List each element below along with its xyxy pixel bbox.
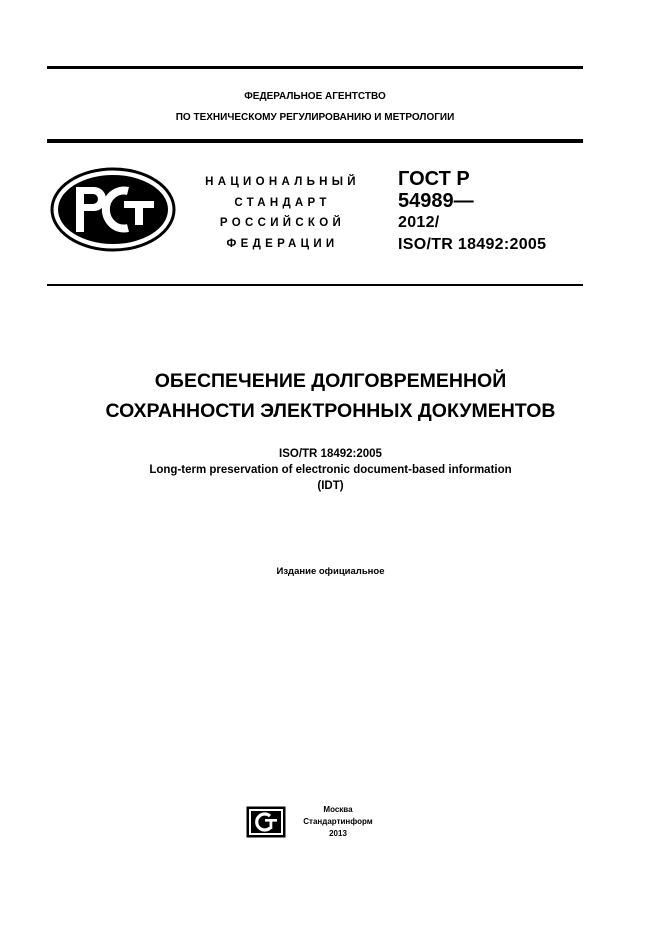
publisher-name: Стандартинформ — [303, 817, 373, 826]
international-standard-info — [30, 446, 631, 494]
designation-line-3: 2012/ — [398, 214, 440, 231]
agency-line-1: ФЕДЕРАЛЬНОЕ АГЕНТСТВО — [244, 91, 386, 102]
standard-designation — [398, 168, 546, 256]
agency-bottom-rule — [47, 139, 583, 143]
designation-line-1: ГОСТ Р — [398, 168, 470, 190]
publisher-city: Москва — [323, 805, 353, 814]
publisher-year: 2013 — [329, 829, 347, 838]
designation-line-2: 54989— — [398, 190, 474, 212]
std-word-3: РОССИЙСКОЙ — [219, 217, 346, 229]
top-rule — [47, 66, 583, 69]
std-word-2: СТАНДАРТ — [234, 196, 331, 209]
std-word-4: ФЕДЕРАЦИИ — [226, 237, 339, 250]
national-standard-words — [190, 172, 375, 254]
idt-label: (IDT) — [317, 480, 344, 492]
agency-header — [47, 86, 583, 128]
title-line-1: ОБЕСПЕЧЕНИЕ ДОЛГОВРЕМЕННОЙ — [154, 370, 507, 392]
gost-r-logo-icon — [50, 167, 176, 252]
iso-code: ISO/TR 18492:2005 — [279, 448, 382, 460]
english-title: Long-term preservation of electronic document-based information — [149, 464, 512, 476]
standartinform-logo-icon — [246, 806, 286, 838]
agency-line-2: ПО ТЕХНИЧЕСКОМУ РЕГУЛИРОВАНИЮ И МЕТРОЛОГИИ — [175, 112, 455, 123]
header-bottom-rule — [47, 284, 583, 286]
edition-label: Издание официальное — [276, 566, 385, 577]
document-title — [30, 366, 631, 426]
title-line-2: СОХРАННОСТИ ЭЛЕКТРОННЫХ ДОКУМЕНТОВ — [105, 400, 556, 422]
std-word-1: НАЦИОНАЛЬНЫЙ — [205, 176, 360, 188]
publisher-info — [291, 804, 385, 840]
designation-line-4: ISO/TR 18492:2005 — [398, 236, 547, 253]
